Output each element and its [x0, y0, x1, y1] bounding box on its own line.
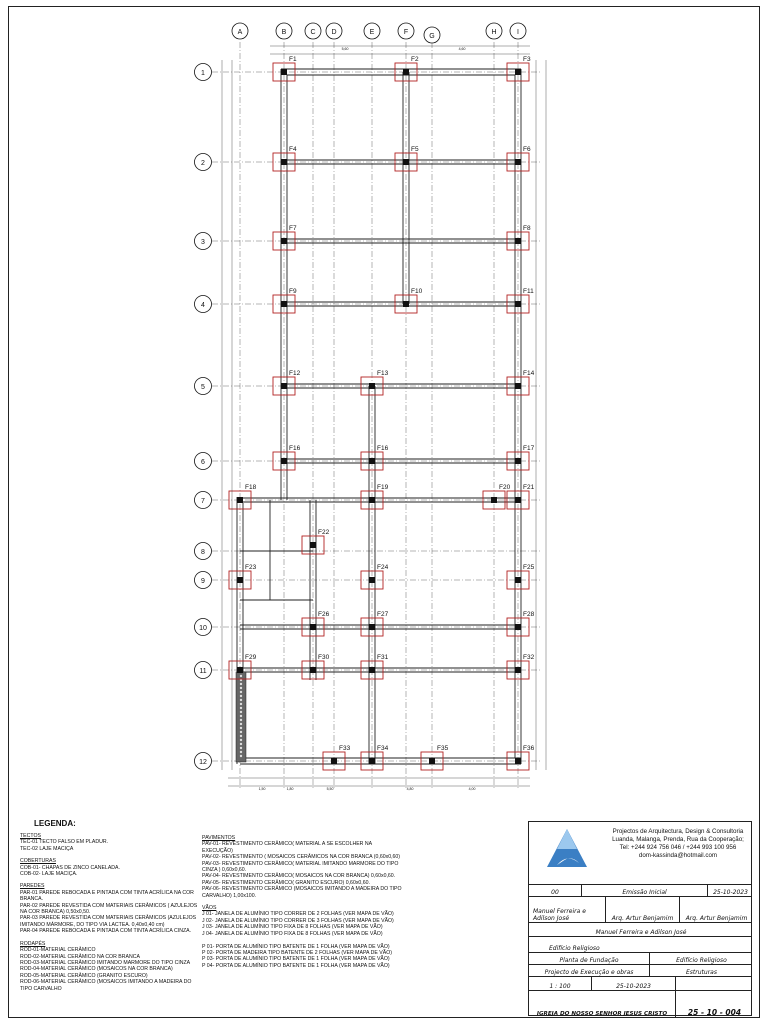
- column-section: [369, 667, 375, 673]
- footing-label: F2: [411, 56, 419, 63]
- column-section: [369, 383, 375, 389]
- column-section: [369, 758, 375, 764]
- column-section: [369, 577, 375, 583]
- hatch-dot: [240, 731, 242, 733]
- hatch-dot: [240, 691, 242, 693]
- footing-label: F17: [523, 445, 535, 452]
- hatch-dot: [240, 675, 242, 677]
- legend-item: COB-01- CHAPAS DE ZINCO CANELADA.: [20, 864, 120, 871]
- hatch-dot: [240, 711, 242, 713]
- footing-label: F23: [245, 564, 257, 571]
- hatch-dot: [240, 743, 242, 745]
- grid-row-label: 7: [201, 498, 205, 505]
- hatch-dot: [240, 703, 242, 705]
- client-row: [529, 990, 751, 1018]
- footing-label: F5: [411, 146, 419, 153]
- footing-label: F24: [377, 564, 389, 571]
- footing-label: F34: [377, 745, 389, 752]
- column-section: [369, 458, 375, 464]
- project-phase: Projecto de Execução e obras: [544, 969, 634, 976]
- column-section: [515, 69, 521, 75]
- legend-item: ROD-01-MATERIAL CERÂMICO: [20, 947, 96, 954]
- legend-item: P 01- PORTA DE ALUMÍNIO TIPO BATENTE DE 1 FOLHA (VER MAPA DE VÃO): [202, 943, 390, 950]
- title-block: [528, 821, 752, 1016]
- firm-line: Projectos de Arquitectura, Design & Consultoria: [612, 828, 744, 835]
- column-section: [403, 159, 409, 165]
- legend-item: PAV-02- REVESTIMENTO ( MOSAICOS CERÂMICOS NA COR BRANCA (0,60x0,60): [202, 854, 401, 861]
- footing-label: F20: [499, 484, 511, 491]
- legend-section-heading: VÃOS: [202, 905, 217, 912]
- footing-label: F21: [523, 484, 535, 491]
- footing-label: F32: [523, 654, 535, 661]
- legend-item: P 04- PORTA DE ALUMÍNIO TIPO BATENTE DE 1 FOLHA (VER MAPA DE VÃO): [202, 962, 390, 969]
- legend-item: P 03- PORTA DE ALUMÍNIO TIPO BATENTE DE 1 FOLHA (VER MAPA DE VÃO): [202, 956, 390, 963]
- footing-label: F33: [339, 745, 351, 752]
- column-section: [369, 624, 375, 630]
- legend-item: TEC-01 TECTO FALSO EM PLADUR.: [20, 839, 109, 846]
- footing-label: F7: [289, 225, 297, 232]
- legend-section-heading: RODAPÉS: [20, 940, 46, 947]
- grid-row-label: 11: [199, 668, 207, 675]
- grid-row-label: 9: [201, 578, 205, 585]
- footing-label: F14: [523, 370, 535, 377]
- grid-col-label: G: [429, 33, 435, 40]
- footing-label: F16: [377, 445, 389, 452]
- grid-row-label: 1: [201, 70, 205, 77]
- column-section: [515, 238, 521, 244]
- speciality: Estruturas: [686, 969, 717, 976]
- approved-by: Arq. Artur Benjamim: [685, 915, 748, 922]
- column-section: [281, 69, 287, 75]
- firm-line: Tel: +244 924 756 046 / +244 993 100 956: [619, 844, 737, 851]
- legend-item: P 02- PORTA DE MADEIRA TIPO BATENTE DE 2 FOLHAS (VER MAPA DE VÃO): [202, 949, 392, 956]
- footing-label: F19: [377, 484, 389, 491]
- column-section: [310, 542, 316, 548]
- legend-item: PAV-05- REVESTIMENTO CERÂMICO( GRANITO ESCURO) 0,60x0,60.: [202, 879, 370, 886]
- dimension-text: 5,60: [341, 47, 349, 51]
- legend: [8, 815, 528, 1018]
- column-section: [403, 69, 409, 75]
- legend-item: J 01- JANELA DE ALUMÍNIO TIPO CORRER DE 2 FOLHAS (VER MAPA DE VÃO): [202, 911, 394, 918]
- hatch-dot: [240, 699, 242, 701]
- grid-row-label: 3: [201, 239, 205, 246]
- footing-label: F1: [289, 56, 297, 63]
- column-section: [237, 497, 243, 503]
- dimension-text: 4,80: [406, 787, 414, 791]
- owner-row: [529, 922, 751, 937]
- hatch-dot: [240, 695, 242, 697]
- column-section: [281, 159, 287, 165]
- column-section: [515, 758, 521, 764]
- column-section: [331, 758, 337, 764]
- footing-label: F18: [245, 484, 257, 491]
- column-section: [515, 497, 521, 503]
- column-section: [515, 458, 521, 464]
- project-row: [529, 936, 751, 953]
- column-section: [403, 301, 409, 307]
- footing-label: F31: [377, 654, 389, 661]
- column-section: [237, 667, 243, 673]
- project-name: Edifício Religioso: [549, 945, 600, 952]
- firm-line: Luanda, Malanga, Prenda, Rua da Cooperação;: [612, 836, 744, 843]
- legend-item: PAV-06- REVESTIMENTO CERÂMICO (MOSAICOS IMITANDO A MADEIRA DO TIPO CARVALHO) 1,00x100.: [202, 886, 402, 899]
- legend-left-column: [20, 833, 200, 992]
- hatch-dot: [240, 719, 242, 721]
- legend-item: COB-02- LAJE MACIÇA.: [20, 871, 78, 878]
- column-section: [515, 383, 521, 389]
- legend-item: ROD-05-MATERIAL CERÂMICO (GRANITO ESCURO): [20, 972, 148, 979]
- column-section: [515, 624, 521, 630]
- legend-right-column: [202, 835, 402, 969]
- legend-item: PAV-03- REVESTIMENTO CERÂMICO( MATERIAL IMITANDO MARMORE DO TIPO CINZA ) 0,60x0,60.: [202, 860, 399, 874]
- legend-section-heading: TECTOS: [20, 833, 41, 839]
- hatch-dot: [240, 735, 242, 737]
- grid-row-label: 4: [201, 302, 205, 309]
- hatch-dot: [240, 751, 242, 753]
- authors-row: [529, 896, 751, 923]
- dimension-text: 4,00: [468, 787, 476, 791]
- column-section: [515, 667, 521, 673]
- footing-label: F35: [437, 745, 449, 752]
- footing-label: F6: [523, 146, 531, 153]
- grid-row-label: 5: [201, 384, 205, 391]
- hatch-dot: [240, 739, 242, 741]
- grid-col-label: C: [310, 29, 316, 36]
- scale-row: [529, 976, 751, 991]
- grid-row-label: 2: [201, 160, 205, 167]
- footing-label: F27: [377, 611, 389, 618]
- revision-date: 25-10-2023: [713, 889, 748, 896]
- grid-col-label: D: [331, 29, 337, 36]
- dimension-text: 4,60: [458, 47, 466, 51]
- column-section: [281, 458, 287, 464]
- legend-item: J 02- JANELA DE ALUMÍNIO TIPO CORRER DE 3 FOLHAS (VER MAPA DE VÃO): [202, 917, 394, 924]
- grid-col-label: F: [403, 29, 409, 36]
- revision-description: Emissão Inicial: [622, 889, 667, 896]
- column-section: [310, 667, 316, 673]
- legend-item: PAV-01- REVESTIMENTO CERÂMICO( MATERIAL A SE ESCOLHER NA EXECUÇÃO): [202, 841, 372, 854]
- legend-item: TEC-02 LAJE MACIÇA: [20, 845, 74, 852]
- column-section: [310, 624, 316, 630]
- checked-by: Arq. Artur Benjamim: [611, 915, 674, 922]
- legend-item: PAR-01 PAREDE REBOCADA E PINTADA COM TINTA ACRÍLICA NA COR BRANCA.: [20, 889, 194, 903]
- hatch-dot: [240, 755, 242, 757]
- column-section: [369, 497, 375, 503]
- dimension-text: 1,50: [258, 787, 266, 791]
- grid-col-label: A: [237, 29, 243, 36]
- column-section: [429, 758, 435, 764]
- firm-logo: [533, 825, 601, 879]
- footing-label: F25: [523, 564, 535, 571]
- footing-label: F8: [523, 225, 531, 232]
- footing-label: F11: [523, 288, 534, 295]
- grid-row-label: 10: [199, 625, 207, 632]
- scale: 1 : 100: [549, 983, 571, 990]
- owner: Manuel Ferreira e Adilson José: [595, 929, 687, 936]
- footing-label: F28: [523, 611, 535, 618]
- building: Edifício Religioso: [676, 957, 727, 964]
- footing-label: F3: [523, 56, 531, 63]
- hatch-dot: [240, 683, 242, 685]
- legend-item: PAR-04 PAREDE REBOCADA E PINTADA COM TINTA ACRÍLICA CINZA.: [20, 928, 192, 935]
- legend-section-heading: PAVIMENTOS: [202, 835, 236, 841]
- legend-title: LEGENDA:: [34, 819, 76, 828]
- legend-item: PAR-02 PAREDE REVESTIDA COM MATERIAIS CERÂMICOS ( AZULEJOS NA COR BRANCA) 0,50x0,50.: [20, 902, 198, 916]
- drawing-title: Planta de Fundação: [559, 957, 619, 964]
- firm-line: dom-kassinda@hotmail.com: [638, 852, 718, 859]
- hatch-dot: [240, 707, 242, 709]
- column-section: [515, 159, 521, 165]
- grid-row-label: 8: [201, 549, 205, 556]
- footing-label: F26: [318, 611, 330, 618]
- dimension-text: 1,80: [286, 787, 294, 791]
- grid-col-label: I: [517, 29, 519, 36]
- grid-col-label: E: [369, 29, 375, 36]
- column-section: [237, 577, 243, 583]
- legend-item: ROD-03-MATERIAL CERÂMICO IMITANDO MARMORE DO TIPO CINZA: [20, 959, 191, 966]
- column-section: [281, 301, 287, 307]
- footing-label: F36: [523, 745, 535, 752]
- footing-label: F30: [318, 654, 330, 661]
- legend-section-heading: PAREDES: [20, 883, 45, 890]
- legend-section-heading: COBERTURAS: [20, 858, 56, 865]
- column-section: [515, 301, 521, 307]
- legend-item: ROD-02-MATERIAL CERÂMICO NA COR BRANCA: [20, 953, 140, 960]
- column-section: [281, 238, 287, 244]
- footing-label: F29: [245, 654, 257, 661]
- drawing-date: 25-10-2023: [616, 983, 651, 990]
- footing-label: F22: [318, 529, 330, 536]
- client: IGREJA DO NOSSO SENHOR JESUS CRISTO: [536, 1011, 668, 1017]
- footing-label: F4: [289, 146, 297, 153]
- footing-label: F16: [289, 445, 301, 452]
- footing-label: F9: [289, 288, 297, 295]
- hatch-dot: [240, 687, 242, 689]
- drawn-by: Manuel Ferreira e Adilson José: [533, 908, 586, 922]
- column-section: [515, 577, 521, 583]
- revision-number: 00: [551, 889, 559, 896]
- hatch-dot: [240, 723, 242, 725]
- footing-label: F13: [377, 370, 389, 377]
- column-section: [281, 383, 287, 389]
- sheet-number: 25 - 10 - 004: [687, 1008, 742, 1017]
- firm-info: [605, 828, 751, 860]
- grid-col-label: H: [491, 29, 497, 36]
- legend-item: J 03- JANELA DE ALUMÍNIO TIPO FIXA DE 8 FOLHAS (VER MAPA DE VÃO): [202, 924, 383, 931]
- legend-item: ROD-04-MATERIAL CERÂMICO (MOSAICOS NA COR BRANCA): [20, 966, 173, 973]
- grid-col-label: B: [281, 29, 287, 36]
- hatch-dot: [240, 727, 242, 729]
- legend-item: J 04- JANELA DE ALUMÍNIO TIPO FIXA DE 8 FOLHAS (VER MAPA DE VÃO): [202, 930, 383, 937]
- column-section: [491, 497, 497, 503]
- footing-label: F12: [289, 370, 301, 377]
- grid-row-label: 12: [199, 759, 207, 766]
- hatch-dot: [240, 747, 242, 749]
- legend-item: PAR-03 PAREDE REVESTIDA COM MATERIAIS CERÂMICOS (AZULEJOS IMITANDO MÁRMORE, DO TIPO VIA LACTEA. 0,40x0,40 cm): [20, 915, 197, 928]
- grid-row-label: 6: [201, 459, 205, 466]
- legend-item: ROD-06-MATERIAL CERÂMICO (MOSAICOS IMITANDO A MADEIRA DO TIPO CARVALHO: [20, 979, 192, 992]
- dimension-text: 5,50: [326, 787, 334, 791]
- legend-item: PAV-04- REVESTIMENTO CERÂMICO( MOSAICOS NA COR BRANCA) 0,60x0,60.: [202, 873, 396, 880]
- hatch-dot: [240, 715, 242, 717]
- footing-label: F10: [411, 288, 423, 295]
